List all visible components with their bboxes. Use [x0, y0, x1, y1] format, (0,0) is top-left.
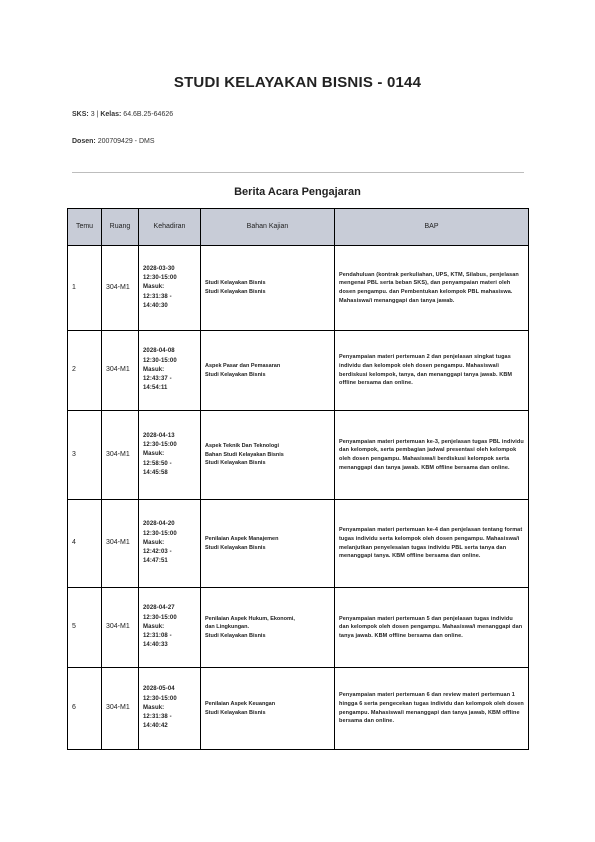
cell-bap: Penyampaian materi pertemuan ke-4 dan penjelasan tentang format tugas individu serta kelompok oleh dosen pengampu. Mahasiswa/i melanjutkan penyelesaian tugas individu PBL serta tanya dan menanggapi tanya. KBM offline bersama dan online.	[335, 500, 529, 588]
cell-temu: 5	[68, 588, 102, 668]
attendance-label: Masuk:	[143, 366, 165, 373]
bahan-line: Penilaian Aspek Keuangan	[205, 700, 276, 707]
cell-kehadiran	[139, 246, 201, 331]
cell-bap: Penyampaian materi pertemuan 2 dan penjelasan singkat tugas individu dan kelompok oleh dosen pengampu. Mahasiswa/i berdiskusi kelompok, tanya, dan menanggapi tanya jawab. KBM offline bersama dan online.	[335, 331, 529, 411]
table-row	[68, 588, 529, 668]
attendance-schedule: 12:30-15:00	[143, 614, 177, 621]
cell-temu: 1	[68, 246, 102, 331]
attendance-date: 2028-03-30	[143, 265, 175, 272]
bahan-line: Bahan Studi Kelayakan Bisnis	[205, 451, 284, 458]
attendance-in: 12:31:08 -	[143, 633, 172, 640]
bahan-line: dan Lingkungan.	[205, 624, 249, 631]
cell-bap: Penyampaian materi pertemuan ke-3, penjelasan tugas PBL individu dan kelompok, serta pembagian jadwal presentasi oleh kelompok oleh dosen pengampu. Mahasiswa/i berdiskusi kelompok serta menanggapi dan tanya jawab. KBM offline bersama dan online.	[335, 411, 529, 500]
cell-kehadiran	[139, 668, 201, 750]
cell-bahan-kajian	[201, 411, 335, 500]
cell-ruang: 304-M1	[102, 411, 139, 500]
attendance-out: 14:47:51	[143, 558, 168, 565]
table-row	[68, 411, 529, 500]
table-row	[68, 246, 529, 331]
bap-table	[67, 208, 529, 750]
attendance-date: 2028-04-13	[143, 432, 175, 439]
attendance-date: 2028-04-27	[143, 605, 175, 612]
attendance-label: Masuk:	[143, 284, 165, 291]
attendance-in: 12:43:37 -	[143, 376, 172, 383]
cell-ruang: 304-M1	[102, 668, 139, 750]
bahan-line: Studi Kelayakan Bisnis	[205, 371, 266, 378]
cell-bahan-kajian	[201, 668, 335, 750]
column-header-bap: BAP	[335, 209, 529, 246]
cell-bahan-kajian	[201, 246, 335, 331]
bahan-line: Penilaian Aspek Hukum, Ekonomi,	[205, 615, 295, 622]
attendance-schedule: 12:30-15:00	[143, 275, 177, 282]
cell-ruang: 304-M1	[102, 331, 139, 411]
course-meta-line	[72, 111, 173, 118]
attendance-out: 14:45:58	[143, 469, 168, 476]
cell-ruang: 304-M1	[102, 500, 139, 588]
table-header-row	[68, 209, 529, 246]
table-row	[68, 668, 529, 750]
bahan-line: Aspek Teknik Dan Teknologi	[205, 443, 280, 450]
attendance-schedule: 12:30-15:00	[143, 530, 177, 537]
cell-temu: 4	[68, 500, 102, 588]
cell-kehadiran	[139, 500, 201, 588]
attendance-schedule: 12:30-15:00	[143, 442, 177, 449]
attendance-date: 2028-04-08	[143, 348, 175, 355]
meta-separator: |	[96, 111, 99, 118]
attendance-out: 14:40:33	[143, 642, 168, 649]
bahan-line: Aspek Pasar dan Pemasaran	[205, 362, 281, 369]
bahan-line: Studi Kelayakan Bisnis	[205, 632, 266, 639]
cell-bahan-kajian	[201, 588, 335, 668]
cell-bahan-kajian	[201, 500, 335, 588]
attendance-label: Masuk:	[143, 704, 165, 711]
attendance-out: 14:40:30	[143, 302, 168, 309]
bahan-line: Studi Kelayakan Bisnis	[205, 280, 266, 287]
attendance-schedule: 12:30-15:00	[143, 695, 177, 702]
cell-kehadiran	[139, 588, 201, 668]
cell-temu: 3	[68, 411, 102, 500]
cell-bap: Penyampaian materi pertemuan 6 dan review materi pertemuan 1 hingga 6 serta pengecekan tugas individu dan kelompok oleh dosen pengampu. Mahasiswa/i menanggapi dan tanya jawab, KBM offline bersama dan online.	[335, 668, 529, 750]
attendance-out: 14:54:11	[143, 385, 168, 392]
dosen-value: 200709429 - DMS	[97, 138, 155, 145]
attendance-label: Masuk:	[143, 539, 165, 546]
column-header-bahan-kajian: Bahan Kajian	[201, 209, 335, 246]
bahan-line: Studi Kelayakan Bisnis	[205, 460, 266, 467]
attendance-in: 12:42:03 -	[143, 549, 172, 556]
attendance-schedule: 12:30-15:00	[143, 357, 177, 364]
cell-bahan-kajian	[201, 331, 335, 411]
attendance-label: Masuk:	[143, 451, 165, 458]
cell-temu: 2	[68, 331, 102, 411]
table-row	[68, 500, 529, 588]
dosen-label: Dosen:	[72, 138, 96, 145]
sks-value: 3	[90, 111, 95, 118]
cell-ruang: 304-M1	[102, 588, 139, 668]
attendance-label: Masuk:	[143, 623, 165, 630]
cell-kehadiran	[139, 411, 201, 500]
bahan-line: Studi Kelayakan Bisnis	[205, 289, 266, 295]
sks-label: SKS:	[72, 111, 89, 118]
attendance-date: 2028-05-04	[143, 686, 175, 693]
column-header-kehadiran: Kehadiran	[139, 209, 201, 246]
bahan-line: Studi Kelayakan Bisnis	[205, 709, 266, 716]
attendance-date: 2028-04-20	[143, 521, 175, 528]
bahan-line: Penilaian Aspek Manajemen	[205, 535, 279, 542]
column-header-ruang: Ruang	[102, 209, 139, 246]
cell-bap: Penyampaian materi pertemuan 5 dan penjelasan tugas individu dan kelompok oleh dosen pengampu. Mahasiswa/i menanggapi dan tanya jawab. KBM offline bersama dan online.	[335, 588, 529, 668]
cell-temu: 6	[68, 668, 102, 750]
cell-kehadiran	[139, 331, 201, 411]
table-row	[68, 331, 529, 411]
column-header-temu: Temu	[68, 209, 102, 246]
bahan-line: Studi Kelayakan Bisnis	[205, 544, 266, 551]
kelas-value: 64.6B.25-64626	[123, 111, 174, 118]
attendance-in: 12:31:38 -	[143, 293, 172, 300]
header-divider	[72, 172, 524, 173]
course-title: STUDI KELAYAKAN BISNIS - 0144	[173, 74, 422, 91]
attendance-out: 14:40:42	[143, 723, 168, 730]
dosen-line	[72, 138, 155, 145]
attendance-in: 12:58:50 -	[143, 460, 172, 467]
kelas-label: Kelas:	[100, 111, 122, 118]
cell-ruang: 304-M1	[102, 246, 139, 331]
attendance-in: 12:31:38 -	[143, 714, 172, 721]
cell-bap: Pendahuluan (kontrak perkuliahan, UPS, KTM, Silabus, penjelasan mengenai PBL serta beban SKS), dan penyampaian materi oleh dosen pengampu. dan Pembentukan kelompok PBL mahasiswa. Mahasiswa/i menanggapi dan tanya jawab.	[335, 246, 529, 331]
section-title: Berita Acara Pengajaran	[234, 186, 361, 198]
